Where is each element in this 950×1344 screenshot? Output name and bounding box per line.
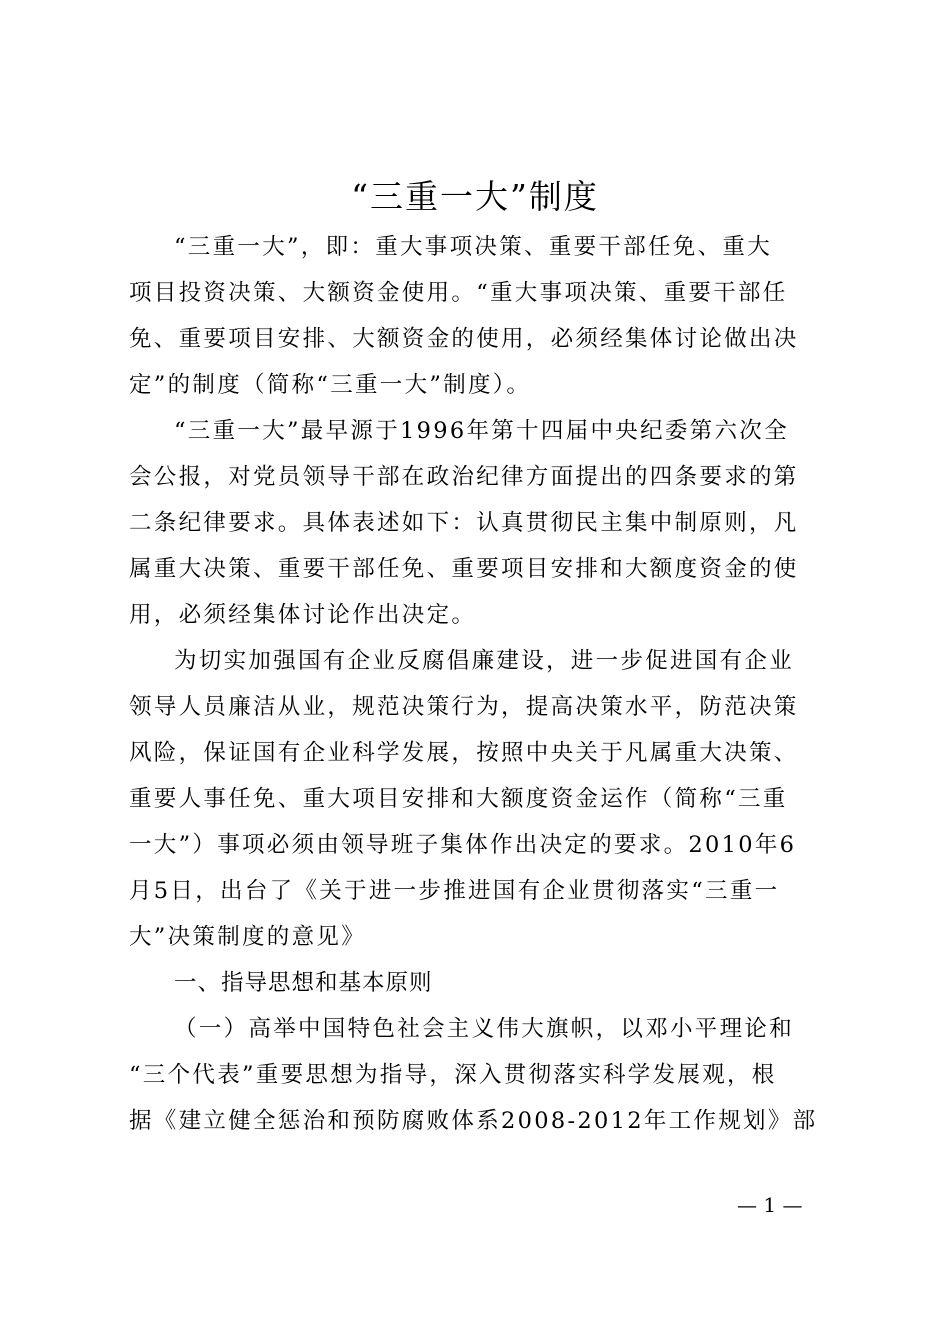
paragraph-line: 重要人事任免、重大项目安排和大额度资金运作（简称“三重 xyxy=(129,786,788,812)
paragraph-line: “三重一大”，即：重大事项决策、重要干部任免、重大 xyxy=(174,234,773,260)
paragraph-line: 为切实加强国有企业反腐倡廉建设，进一步促进国有企业 xyxy=(174,648,795,674)
paragraph-line: “三重一大”最早源于1996年第十四届中央纪委第六次全 xyxy=(174,418,789,444)
paragraph-line: 月5日，出台了《关于进一步推进国有企业贯彻落实“三重一 xyxy=(129,878,780,904)
paragraph-line: 项目投资决策、大额资金使用。“重大事项决策、重要干部任 xyxy=(129,280,788,306)
paragraph-background xyxy=(129,638,831,960)
page-number: — 1 — xyxy=(737,1193,803,1217)
section-heading: 一、指导思想和基本原则 xyxy=(174,970,433,996)
document-body xyxy=(129,224,831,1144)
paragraph-line: 据《建立健全惩治和预防腐败体系2008-2012年工作规划》部 xyxy=(129,1108,818,1134)
paragraph-origin xyxy=(129,408,831,638)
paragraph-line: 属重大决策、重要干部任免、重要项目安排和大额度资金的使 xyxy=(129,556,799,582)
paragraph-line: 免、重要项目安排、大额资金的使用，必须经集体讨论做出决 xyxy=(129,326,799,352)
paragraph-line: 领导人员廉洁从业，规范决策行为，提高决策水平，防范决策 xyxy=(129,694,799,720)
paragraph-guiding-ideology xyxy=(129,1006,831,1144)
paragraph-line: 定”的制度（简称“三重一大”制度）。 xyxy=(129,372,532,398)
document-title: “三重一大”制度 xyxy=(351,177,599,216)
paragraph-line: 会公报，对党员领导干部在政治纪律方面提出的四条要求的第 xyxy=(129,464,799,490)
paragraph-line: 二条纪律要求。具体表述如下：认真贯彻民主集中制原则，凡 xyxy=(129,510,799,536)
paragraph-definition xyxy=(129,224,831,408)
paragraph-line: 一大”）事项必须由领导班子集体作出决定的要求。2010年6 xyxy=(129,832,797,858)
paragraph-line: （一）高举中国特色社会主义伟大旗帜，以邓小平理论和 xyxy=(174,1016,795,1042)
paragraph-line: “三个代表”重要思想为指导，深入贯彻落实科学发展观，根 xyxy=(129,1062,777,1088)
paragraph-line: 大”决策制度的意见》 xyxy=(129,924,367,950)
paragraph-line: 风险，保证国有企业科学发展，按照中央关于凡属重大决策、 xyxy=(129,740,799,766)
paragraph-line: 用，必须经集体讨论作出决定。 xyxy=(129,602,477,628)
